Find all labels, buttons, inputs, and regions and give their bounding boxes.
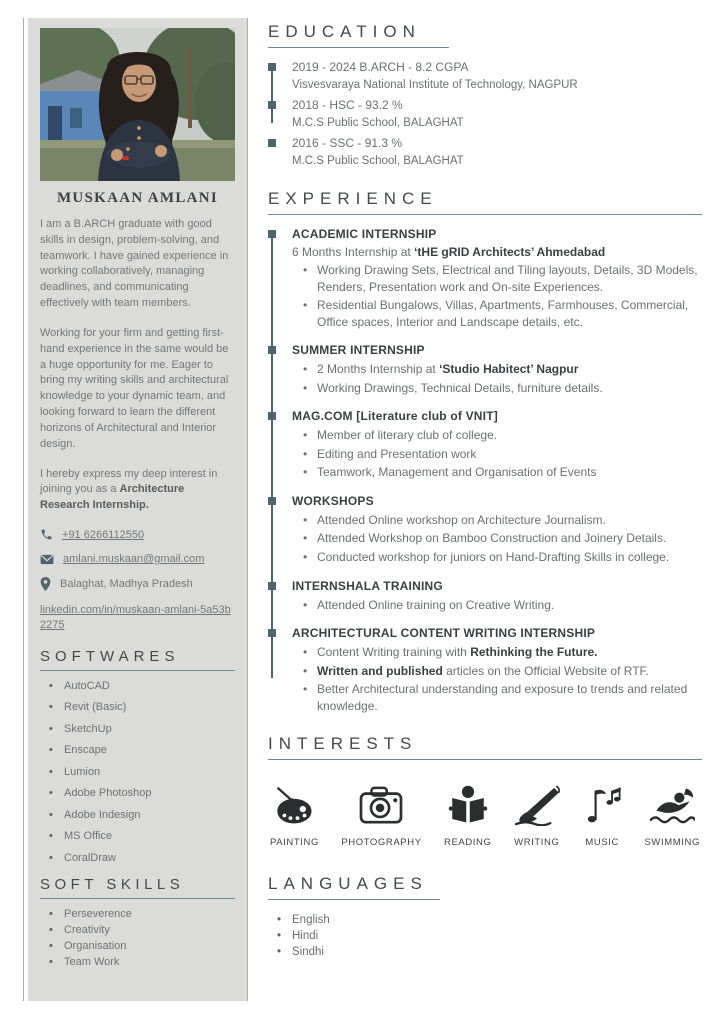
interest-label: MUSIC — [585, 837, 619, 849]
interests-section — [268, 734, 702, 848]
location-pin-icon — [40, 577, 51, 591]
softwares-list — [40, 680, 235, 864]
experience-bullet: • Teamwork, Management and Organisation of Events — [303, 464, 702, 481]
reading-icon — [447, 784, 489, 826]
experience-timeline-line — [271, 235, 273, 678]
experience-bullet: • Editing and Presentation work — [303, 446, 702, 463]
experience-entry — [292, 579, 702, 614]
main-column — [268, 22, 702, 962]
experience-bullets — [292, 644, 702, 714]
experience-heading: INTERNSHALA TRAINING — [292, 578, 443, 593]
phone-link[interactable]: +91 6266112550 — [62, 528, 145, 541]
language-item: • Hindi — [277, 930, 702, 942]
software-item: • Revit (Basic) — [49, 701, 235, 713]
education-degree: 2019 - 2024 B.ARCH - 8.2 CGPA — [292, 60, 469, 74]
experience-bullet: • Residential Bungalows, Villas, Apartments, Farmhouses, Commercial, Office spaces, Interior and Landscape details, etc. — [303, 297, 702, 330]
experience-bullet: • Content Writing training with Rethinking the Future. — [303, 644, 702, 661]
bio — [40, 217, 235, 514]
interests-title: INTERESTS — [268, 734, 418, 754]
sidebar — [28, 18, 247, 1001]
soft-skills-list — [40, 908, 235, 968]
experience-bullet: • Better Architectural understanding and exposure to trends and related knowledge. — [303, 681, 702, 714]
experience-rule — [268, 214, 702, 215]
soft-skill-item: • Team Work — [49, 956, 235, 968]
software-item: • CoralDraw — [49, 852, 235, 864]
experience-bullet: • Working Drawings, Technical Details, furniture details. — [303, 380, 702, 397]
bio-paragraph-1: I am a B.ARCH graduate with good skills in design, problem-solving, and teamwork. I have gained experience in working collaboratively, managing deadlines, and communicating effectively with team members. — [40, 218, 229, 310]
contact-email-row — [40, 553, 235, 565]
interest-label: PHOTOGRAPHY — [341, 837, 422, 849]
timeline-marker — [268, 63, 276, 71]
education-school: M.C.S Public School, BALAGHAT — [292, 117, 464, 129]
experience-subline: 6 Months Internship at ‘tHE gRID Architects’ Ahmedabad — [292, 245, 606, 259]
experience-heading: ACADEMIC INTERNSHIP — [292, 227, 437, 241]
experience-entry — [292, 626, 702, 714]
timeline-marker — [268, 230, 276, 238]
contact-location-row — [40, 577, 235, 591]
software-item: • MS Office — [49, 830, 235, 842]
experience-title: EXPERIENCE — [268, 189, 438, 208]
interest-swimming — [645, 786, 700, 848]
interest-label: WRITING — [514, 837, 560, 849]
software-item: • SketchUp — [49, 723, 235, 735]
soft-skills-rule — [40, 898, 235, 899]
education-timeline-line — [271, 68, 273, 123]
palette-icon — [272, 784, 316, 826]
soft-skill-item: • Creativity — [49, 924, 235, 936]
interests-rule — [268, 759, 702, 760]
education-entry — [292, 136, 702, 167]
softwares-title: SOFTWARES — [40, 647, 180, 665]
experience-bullet: • Member of literary club of college. — [303, 427, 702, 444]
sidebar-right-border — [247, 18, 248, 1001]
language-item: • English — [277, 914, 702, 926]
linkedin-link[interactable]: linkedin.com/in/muskaan-amlani-5a53b2275 — [40, 604, 231, 632]
interest-label: PAINTING — [270, 837, 319, 849]
education-entry — [292, 60, 702, 91]
experience-bullet: • 2 Months Internship at ‘Studio Habitect’ Nagpur — [303, 361, 702, 378]
experience-heading: MAG.COM [Literature club of VNIT] — [292, 409, 498, 424]
soft-skill-item: • Organisation — [49, 940, 235, 952]
experience-bullets — [292, 512, 702, 566]
education-entry — [292, 98, 702, 129]
music-icon — [582, 784, 622, 826]
soft-skills-title: SOFT SKILLS — [40, 875, 185, 893]
experience-bullet: • Attended Online workshop on Architecture Journalism. — [303, 512, 702, 529]
location-text: Balaghat, Madhya Pradesh — [60, 578, 193, 591]
experience-bullet: • Attended Workshop on Bamboo Construction and Joinery Details. — [303, 530, 702, 547]
education-title: EDUCATION — [268, 22, 421, 41]
profile-photo — [40, 28, 235, 181]
interest-role: Architecture Research Internship. — [40, 483, 185, 512]
education-rule — [268, 47, 449, 48]
interest-label: SWIMMING — [644, 837, 700, 849]
contact-phone-row — [40, 528, 235, 541]
soft-skill-item: • Perseverence — [49, 908, 235, 920]
experience-bullets — [292, 361, 702, 396]
languages-section — [268, 874, 702, 958]
experience-entry — [292, 409, 702, 481]
interest-photography — [341, 786, 421, 848]
experience-heading: WORKSHOPS — [292, 493, 374, 508]
timeline-marker — [268, 497, 276, 505]
experience-bullet: • Working Drawing Sets, Electrical and Tiling layouts, Details, 3D Models, Renders, Presentation work and On-site Experiences. — [303, 262, 702, 295]
timeline-marker — [268, 412, 276, 420]
swimmer-icon — [649, 786, 695, 826]
software-item: • Enscape — [49, 744, 235, 756]
timeline-marker — [268, 629, 276, 637]
sidebar-left-border — [23, 18, 24, 1001]
experience-bullets — [292, 597, 702, 614]
languages-list — [268, 914, 702, 958]
interest-writing — [514, 786, 560, 848]
interest-painting — [270, 784, 319, 848]
writing-icon — [514, 786, 560, 826]
language-item: • Sindhi — [277, 946, 702, 958]
education-timeline — [268, 60, 702, 167]
experience-entry — [292, 227, 702, 330]
timeline-marker — [268, 346, 276, 354]
interest-music — [582, 784, 622, 848]
experience-bullets — [292, 262, 702, 330]
languages-title: LANGUAGES — [268, 874, 428, 894]
experience-timeline — [268, 227, 702, 714]
education-school: M.C.S Public School, BALAGHAT — [292, 155, 464, 167]
software-item: • Adobe Photoshop — [49, 787, 235, 799]
software-item: • Lumion — [49, 766, 235, 778]
timeline-marker — [268, 139, 276, 147]
software-item: • Adobe Indesign — [49, 809, 235, 821]
bio-paragraph-3: I hereby express my deep interest in joining you as a Architecture Research Internship. — [40, 467, 218, 512]
experience-heading: SUMMER INTERNSHIP — [292, 343, 425, 358]
experience-bullet: • Written and published articles on the Official Website of RTF. — [303, 663, 702, 680]
candidate-name: MUSKAAN AMLANI — [56, 190, 219, 206]
experience-heading: ARCHITECTURAL CONTENT WRITING INTERNSHIP — [292, 626, 596, 641]
experience-entry — [292, 494, 702, 566]
interest-label: READING — [443, 837, 492, 849]
interest-reading — [444, 784, 491, 848]
experience-section — [268, 189, 702, 714]
timeline-marker — [268, 582, 276, 590]
email-link[interactable]: amlani.muskaan@gmail.com — [63, 553, 205, 566]
timeline-marker — [268, 101, 276, 109]
education-school: Visvesvaraya National Institute of Technology, NAGPUR — [292, 79, 578, 91]
camera-icon — [358, 786, 404, 826]
phone-icon — [40, 528, 53, 541]
experience-bullet: • Conducted workshop for juniors on Hand-Drafting Skills in college. — [303, 549, 702, 566]
bio-paragraph-2: Working for your firm and getting first-hand experience in the same would be a huge opportunity for me. Eager to bring my writing skills and architectural knowledge to your dynamic team, and looking forward to learn the different horizons of Architectural and Interior design. — [40, 326, 229, 450]
softwares-rule — [40, 670, 235, 671]
education-degree: 2016 - SSC - 91.3 % — [292, 136, 403, 150]
languages-rule — [268, 899, 440, 900]
software-item: • AutoCAD — [49, 680, 235, 692]
interests-row — [268, 784, 702, 848]
experience-bullet: • Attended Online training on Creative Writing. — [303, 597, 702, 614]
mail-icon — [40, 554, 54, 565]
experience-bullets — [292, 427, 702, 481]
education-degree: 2018 - HSC - 93.2 % — [292, 98, 403, 112]
experience-entry — [292, 343, 702, 396]
